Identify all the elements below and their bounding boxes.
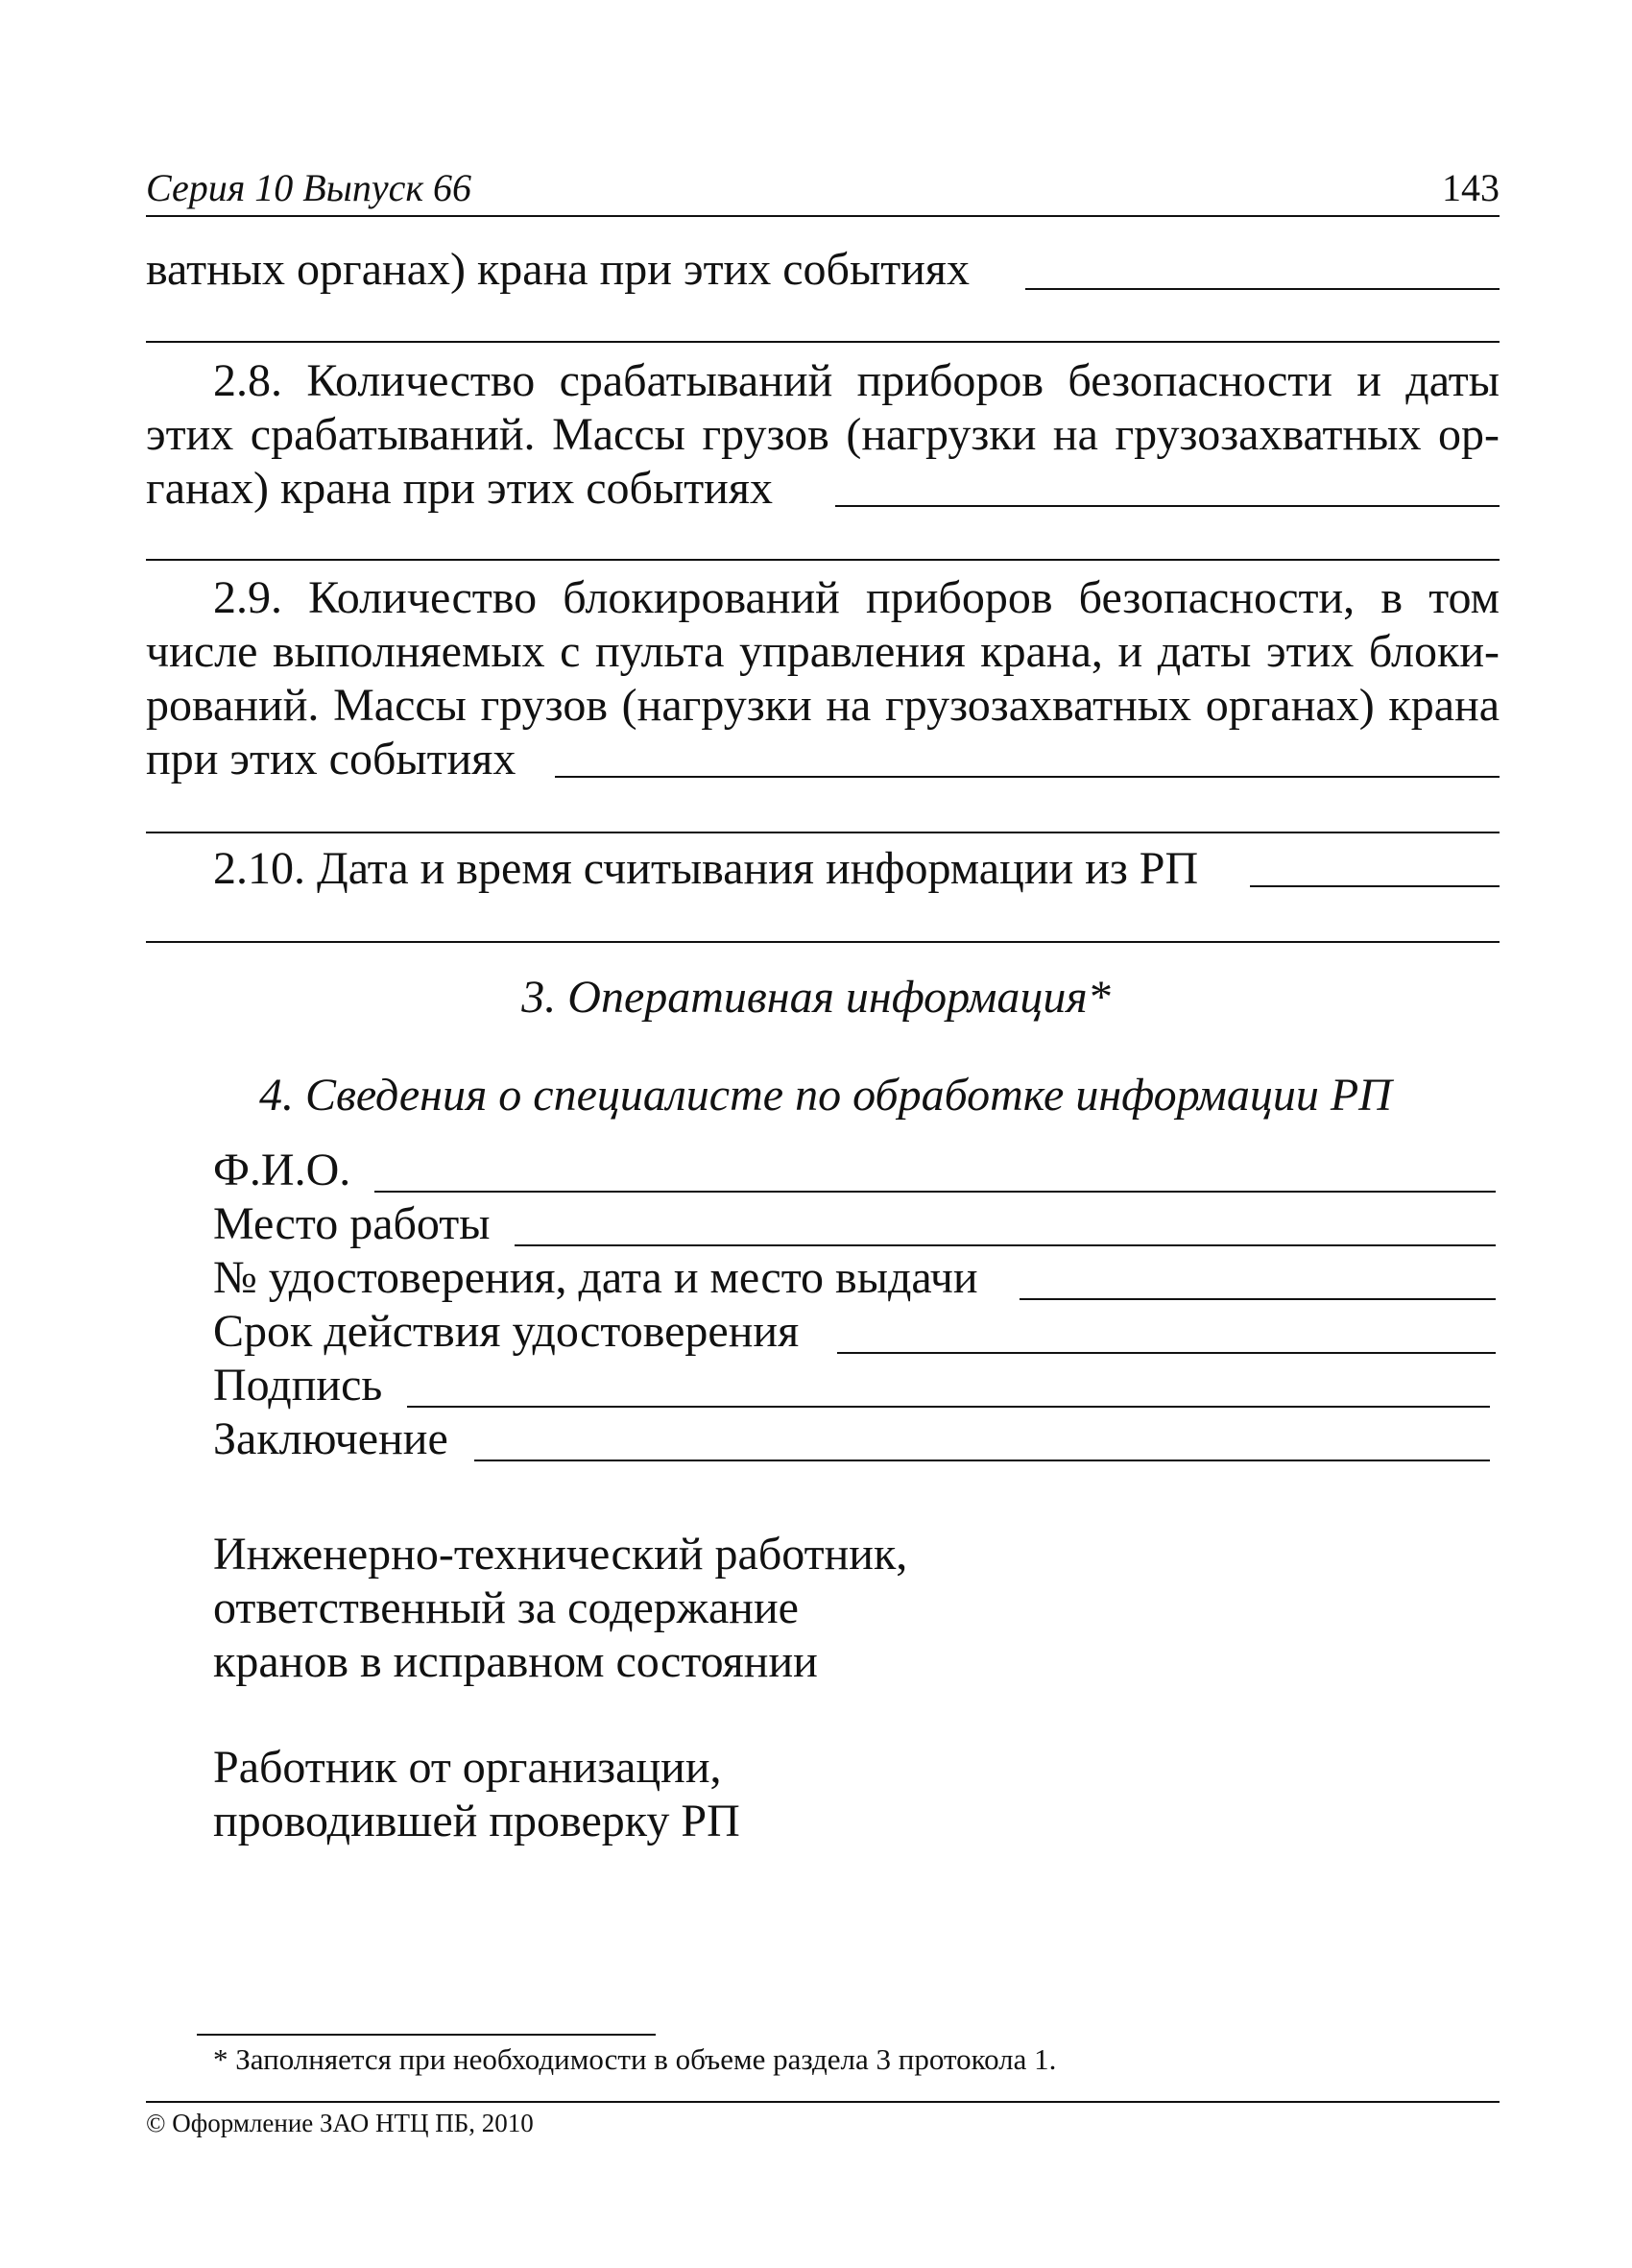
conclusion-label: Заключение [213,1413,448,1464]
item-2-7-blank-line [146,341,1500,343]
signature-field-line [407,1406,1490,1408]
inspector-line-1: Работник от организации, [213,1742,722,1793]
item-2-8-line-3: ганах) крана при этих событиях [146,463,773,514]
item-2-9-fill-line [555,776,1500,778]
item-2-8-fill-line [835,505,1500,507]
item-2-7-tail: ватных органах) крана при этих событиях [146,244,970,295]
fio-label: Ф.И.О. [213,1145,351,1195]
item-2-8-blank-line [146,559,1500,561]
engineer-line-2: ответственный за содержание [213,1582,799,1633]
engineer-line-1: Инженерно-технический работник, [213,1529,908,1580]
section-4-title: 4. Сведения о специалисте по обработке информации РП [259,1070,1392,1121]
certificate-field-line [1020,1298,1496,1300]
section-3-title: 3. Оперативная информация* [521,972,1111,1023]
workplace-field-line [515,1244,1496,1246]
inspector-line-2: проводившей проверку РП [213,1796,740,1846]
copyright: © Оформление ЗАО НТЦ ПБ, 2010 [146,2109,534,2137]
footnote: * Заполняется при необходимости в объеме раздела 3 протокола 1. [213,2042,1057,2076]
workplace-label: Место работы [213,1198,491,1249]
item-2-10-text: 2.10. Дата и время считывания информации из РП [213,843,1199,894]
engineer-line-3: кранов в исправном состоянии [213,1636,818,1687]
item-2-8-line-2: этих срабатываний. Массы грузов (нагрузки на грузозахватных ор- [146,409,1500,460]
fio-field-line [374,1191,1496,1193]
validity-field-line [837,1352,1496,1354]
item-2-9-line-1: 2.9. Количество блокирований приборов безопасности, в том [213,572,1500,623]
item-2-9-line-2: числе выполняемых с пульта управления крана, и даты этих блоки- [146,626,1500,677]
validity-label: Срок действия удостоверения [213,1306,800,1357]
item-2-9-blank-line [146,832,1500,833]
footer-rule [146,2101,1500,2103]
signature-label: Подпись [213,1360,383,1411]
page-number: 143 [1442,166,1500,209]
conclusion-field-line [474,1460,1490,1461]
running-header-series: Серия 10 Выпуск 66 [146,166,472,209]
certificate-label: № удостоверения, дата и место выдачи [213,1252,978,1303]
item-2-10-fill-line [1250,885,1500,887]
item-2-9-line-4: при этих событиях [146,734,516,784]
header-rule [146,215,1500,217]
footnote-separator [197,2034,656,2036]
item-2-8-line-1: 2.8. Количество срабатываний приборов безопасности и даты [213,355,1500,406]
item-2-9-line-3: рований. Массы грузов (нагрузки на грузозахватных органах) крана [146,680,1500,731]
item-2-7-fill-line [1025,288,1500,290]
item-2-10-blank-line [146,941,1500,943]
